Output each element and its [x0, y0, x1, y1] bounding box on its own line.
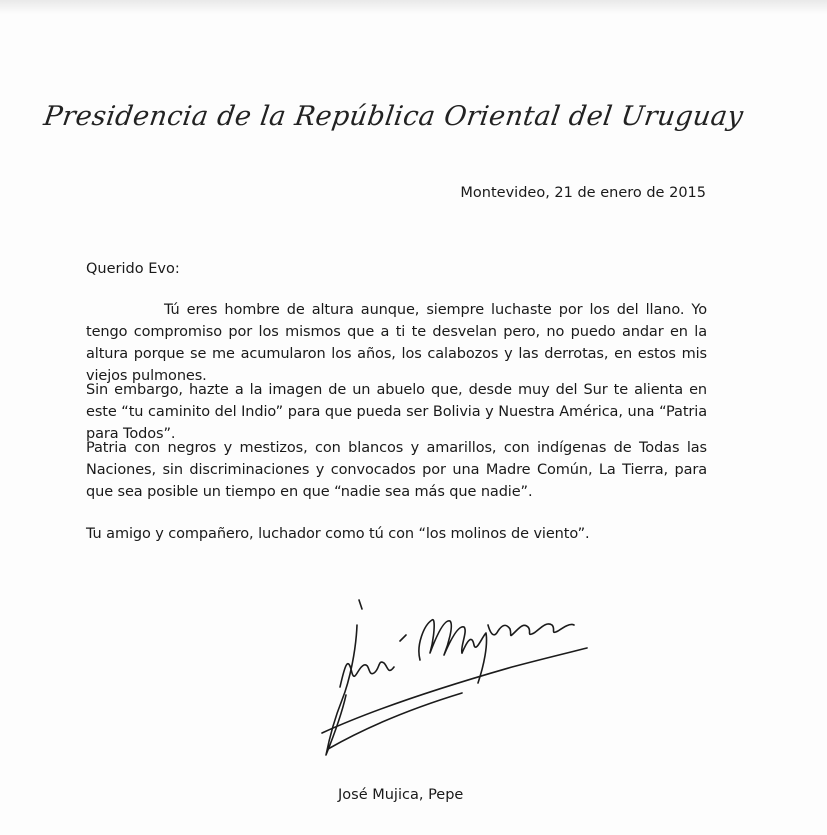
letterhead: Presidencia de la República Oriental del Uruguay [41, 101, 746, 132]
date-line: Montevideo, 21 de enero de 2015 [460, 185, 706, 201]
handwritten-signature [312, 595, 592, 770]
paragraph-1: Tú eres hombre de altura aunque, siempre luchaste por los del llano. Yo tengo compromiso por los mismos que a ti te desvelan pero, no puedo andar en la altura porque se me acumularon los años, los calabozos y las derrotas, en estos mis viejos pulmones. [86, 302, 707, 384]
scan-edge [0, 0, 827, 14]
salutation: Querido Evo: [86, 261, 180, 277]
paragraph-4: Tu amigo y compañero, luchador como tú con “los molinos de viento”. [86, 526, 590, 542]
signer-name: José Mujica, Pepe [338, 787, 464, 803]
paragraph-2: Sin embargo, hazte a la imagen de un abuelo que, desde muy del Sur te alienta en este “tu caminito del Indio” para que pueda ser Bolivia y Nuestra América, una “Patria para Todos”. [86, 382, 707, 442]
paragraph-3: Patria con negros y mestizos, con blancos y amarillos, con indígenas de Todas las Naciones, sin discriminaciones y convocados por una Madre Común, La Tierra, para que sea posible un tiempo en que “nadie sea más que nadie”. [86, 440, 707, 500]
